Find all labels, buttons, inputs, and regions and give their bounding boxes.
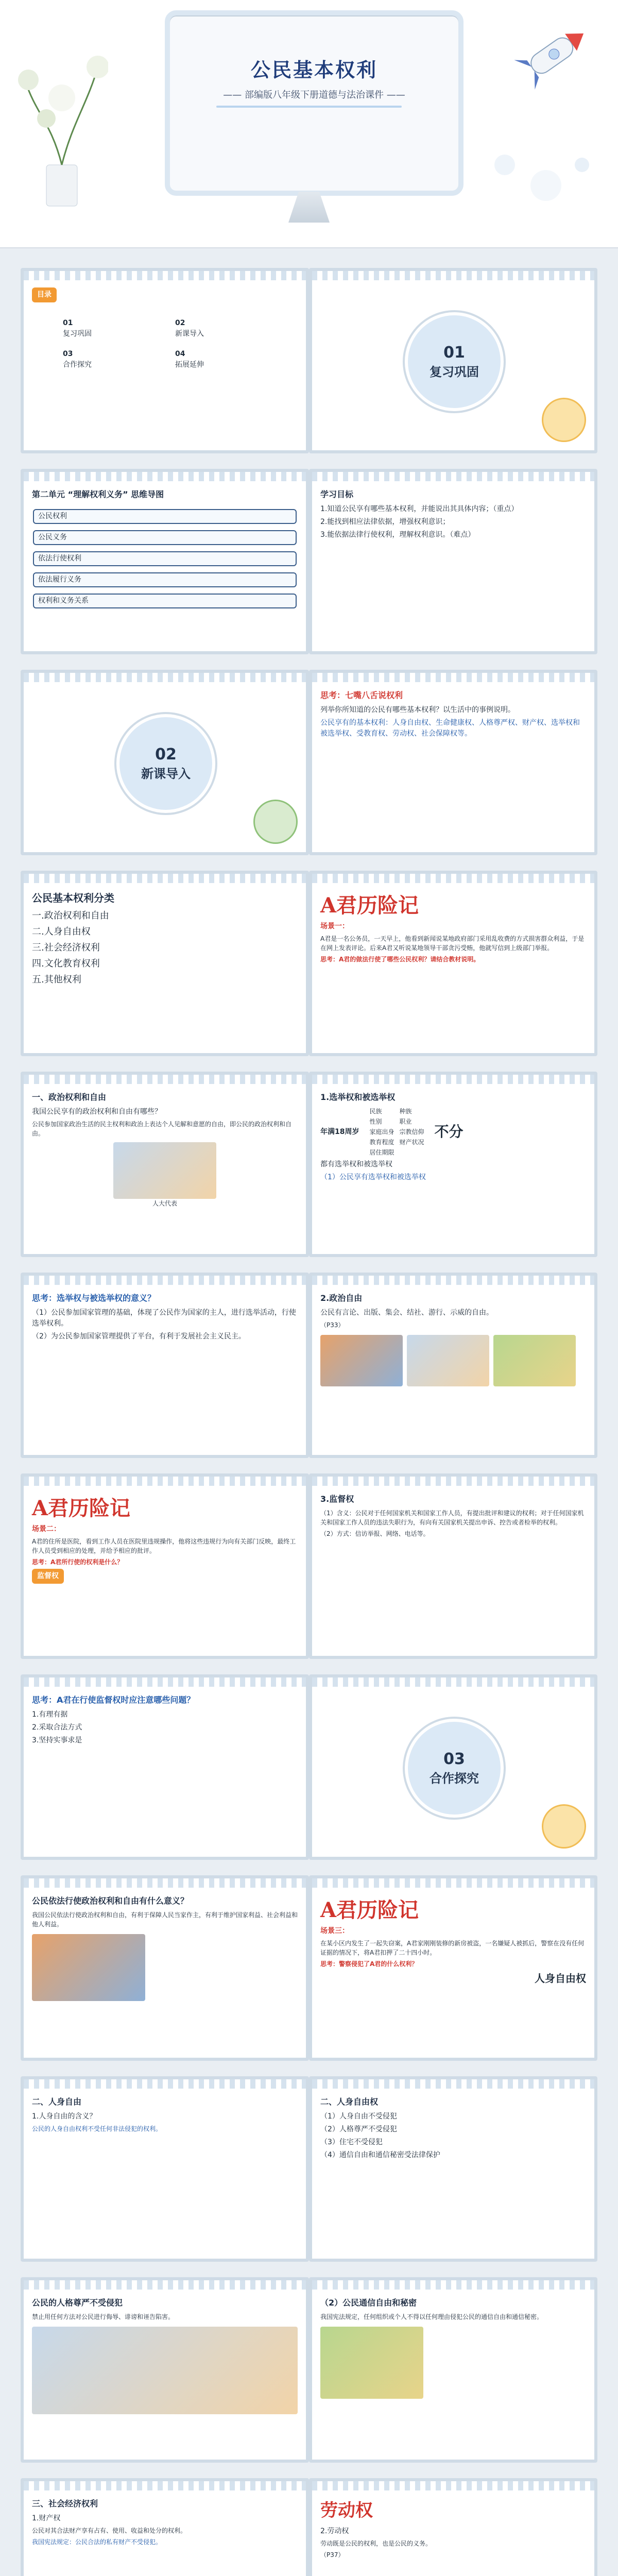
slide-stripe — [24, 2481, 306, 2490]
slide-stripe — [24, 1477, 306, 1486]
slide-think3 — [21, 1674, 309, 1860]
mindmap-title: 第二单元 “理解权利义务” 思维导图 — [32, 489, 164, 499]
toc-num: 01 — [63, 319, 73, 327]
social-line: 公民对其合法财产享有占有、使用、收益和处分的权利。 — [32, 2527, 187, 2534]
labor-line: （P37） — [320, 2551, 345, 2558]
slide-person — [21, 2076, 309, 2262]
slide-stripe — [24, 874, 306, 883]
slide-dignity — [21, 2277, 309, 2463]
political-title: 一、政治权利和自由 — [32, 1092, 107, 1102]
significance-line: 我国公民依法行使政治权利和自由，有利于保障人民当家作主，有利于维护国家利益、社会利益和他人利益。 — [32, 1911, 298, 1928]
plant-illustration — [15, 21, 108, 216]
category-item: 一.政治权利和自由 — [32, 910, 109, 921]
story-title: A君历险记 — [320, 1898, 419, 1922]
toc-badge: 目录 — [32, 287, 57, 302]
page-subtitle: —— 部编版八年级下册道德与法治课件 —— — [223, 90, 405, 100]
slide-stripe — [312, 1677, 594, 1687]
photo-protest — [493, 1335, 576, 1386]
think2-content — [32, 1292, 298, 1447]
dignity-line: 禁止用任何方法对公民进行侮辱、诽谤和诬告陷害。 — [32, 2313, 175, 2320]
rocket-icon — [505, 26, 603, 108]
political-line: 我国公民享有的政治权利和自由有哪些？ — [32, 1108, 162, 1116]
story-title: A君历险记 — [320, 893, 419, 918]
communication-title: （2）公民通信自由和秘密 — [320, 2298, 417, 2308]
factor: 民族 — [369, 1108, 382, 1115]
story-title: A君历险记 — [32, 1496, 131, 1520]
category-item: 三.社会经济权利 — [32, 942, 100, 953]
mailbox-photo — [320, 2327, 423, 2399]
social-line: 我国宪法规定：公民合法的私有财产不受侵犯。 — [32, 2538, 162, 2546]
slide-story2 — [21, 1473, 309, 1659]
toc-item-3[interactable] — [63, 349, 154, 370]
cartoon-plant-icon — [253, 800, 298, 844]
not-divided: 不分 — [434, 1123, 464, 1140]
factor: 种族 — [399, 1108, 412, 1115]
story1-content — [320, 890, 586, 1045]
person-content — [32, 2096, 298, 2250]
slide-review — [309, 268, 597, 453]
supervise-title: 3.监督权 — [320, 1494, 354, 1504]
photo-meeting — [407, 1335, 489, 1386]
mindmap-node: 权利和义务关系 — [33, 594, 297, 608]
mindmap-node: 公民权利 — [33, 509, 297, 524]
slide-stripe — [24, 1878, 306, 1888]
categories-content — [32, 890, 298, 1045]
slide-stripe — [24, 472, 306, 481]
image-caption: 人大代表 — [152, 1200, 177, 1207]
story-line: A君的住所是医院，看到工作人员在医院里违规操作，他将这些违规行为向有关部门反映，最终工作人员受到相应的处理，并给予相应的批评。 — [32, 1538, 296, 1554]
meeting-photo — [32, 1934, 145, 2001]
section-label: 合作探究 — [430, 1771, 479, 1786]
labor-line: 2.劳动权 — [320, 2527, 349, 2535]
person-list-item: （4）通信自由和通信秘密受法律保护 — [320, 2151, 440, 2159]
think2-title: 思考：选举权与被选举权的意义？ — [32, 1293, 156, 1303]
slide-stripe — [312, 2079, 594, 2089]
factor: 居住期限 — [369, 1149, 394, 1156]
slide-significance — [21, 1875, 309, 2061]
slide-story3 — [309, 1875, 597, 2061]
slide-person-content — [309, 2076, 597, 2262]
dignity-photo — [32, 2327, 298, 2414]
election-title: 1.选举权和被选举权 — [320, 1092, 396, 1102]
freedom-content — [320, 1292, 586, 1447]
slide-brainstorm — [309, 670, 597, 855]
factor: 教育程度 — [369, 1139, 394, 1146]
mindmap-node: 依法行使权利 — [33, 551, 297, 566]
think3-item: 1.有理有据 — [32, 1710, 68, 1719]
significance-content — [32, 1895, 298, 2049]
category-item: 二.人身自由权 — [32, 926, 91, 937]
story3-content — [320, 1895, 586, 2049]
freedom-title: 2.政治自由 — [320, 1293, 363, 1303]
think3-content — [32, 1694, 298, 1849]
slide-freedom — [309, 1273, 597, 1458]
supervise-content — [320, 1493, 586, 1648]
slide-stripe — [24, 271, 306, 280]
factor: 职业 — [399, 1118, 412, 1125]
monitor-stand — [288, 192, 330, 223]
slide-election — [309, 1072, 597, 1257]
significance-title: 公民依法行使政治权利和自由有什么意义？ — [32, 1896, 189, 1906]
section-badge — [116, 714, 215, 813]
think3-item: 3.坚持实事求是 — [32, 1736, 82, 1744]
slide-stripe — [24, 1276, 306, 1285]
mindmap-node: 依法履行义务 — [33, 572, 297, 587]
toc-num: 02 — [175, 319, 185, 327]
photo-rally — [320, 1335, 403, 1386]
slide-new-lesson — [21, 670, 309, 855]
decor-bubbles — [484, 144, 597, 222]
slide-stripe — [24, 1075, 306, 1084]
toc-item-2[interactable] — [175, 318, 267, 340]
toc-label: 拓展延伸 — [175, 361, 204, 369]
story-line: 思考：A君所行使的权利是什么？ — [32, 1558, 124, 1566]
communication-line: 我国宪法规定，任何组织或个人不得以任何理由侵犯公民的通信自由和通信秘密。 — [320, 2313, 543, 2320]
factor: 财产状况 — [399, 1139, 424, 1146]
think2-line: （2）为公民参加国家管理提供了平台，有利于发展社会主义民主。 — [32, 1332, 246, 1341]
category-item: 五.其他权利 — [32, 974, 81, 985]
slide-communication — [309, 2277, 597, 2463]
page-title: 公民基本权利 — [250, 58, 377, 81]
slide-story1 — [309, 871, 597, 1056]
story-answer: 人身自由权 — [535, 1972, 586, 1985]
story-line: A君是一名公务员，一天早上，他看到新闻说某地政府部门采用乱收费的方式损害群众利益，于是在网上发表评论。后来A君又听说某地领导干部贪污受贿，他就写信到上级部门举报。 — [320, 935, 585, 952]
story-subtitle: 场景二： — [32, 1525, 61, 1533]
age-label: 年满18周岁 — [320, 1127, 359, 1136]
person-list-item: （2）人格尊严不受侵犯 — [320, 2125, 397, 2133]
cartoon-sun-icon — [542, 1804, 586, 1849]
hero-top — [0, 0, 618, 248]
congress-image — [113, 1142, 216, 1199]
person-title: 二、人身自由 — [32, 2097, 82, 2107]
section-label: 复习巩固 — [430, 365, 479, 379]
political-content — [32, 1091, 298, 1246]
slide-social — [21, 2478, 309, 2576]
brainstorm-line: 列举你所知道的公民有哪些基本权利？以生活中的事例说明。 — [320, 706, 515, 714]
goal-line: 2.能找到相应法律依据，增强权利意识； — [320, 518, 450, 526]
brainstorm-line: 公民享有的基本权利：人身自由权、生命健康权、人格尊严权、财产权、选举权和被选举权、受教育权、劳动权、社会保障权等。 — [320, 719, 580, 738]
slide-stripe — [312, 1075, 594, 1084]
labor-content — [320, 2498, 586, 2576]
slide-stripe — [312, 2280, 594, 2290]
slide-political — [21, 1072, 309, 1257]
dignity-title: 公民的人格尊严不受侵犯 — [32, 2298, 123, 2308]
story-subtitle: 场景一： — [320, 922, 349, 930]
goal-line: 3.能依据法律行使权利，理解权利意识。（难点） — [320, 531, 475, 539]
toc-label: 复习巩固 — [63, 330, 92, 338]
person-list-item: （3）住宅不受侵犯 — [320, 2138, 383, 2146]
section-badge — [405, 1719, 504, 1818]
slide-stripe — [312, 472, 594, 481]
toc-label: 新课导入 — [175, 330, 204, 338]
freedom-line: （P33） — [320, 1321, 345, 1329]
section-num: 03 — [443, 1750, 465, 1768]
slide-toc — [21, 268, 309, 453]
slide-stripe — [24, 2280, 306, 2290]
cartoon-sun-icon — [542, 398, 586, 442]
supervise-line: （1）含义：公民对于任何国家机关和国家工作人员，有提出批评和建议的权利；对于任何国家机关和国家工作人员的违法失职行为，有向有关国家机关提出申诉、控告或者检举的权利。 — [320, 1510, 584, 1526]
story-line: 在某小区内发生了一起失窃案，A君家刚刚装修的新房被盗，一名嫌疑人被抓后，警察在没有任何证据的情况下，将A君扣押了二十四小时。 — [320, 1940, 585, 1956]
story-subtitle: 场景三： — [320, 1927, 349, 1935]
subtitle-bar — [216, 106, 402, 108]
person-line: 公民的人身自由权利不受任何非法侵犯的权利。 — [32, 2125, 162, 2132]
political-line: 公民参加国家政治生活的民主权利和政治上表达个人见解和意愿的自由，即公民的政治权利和自由。 — [32, 1121, 292, 1137]
goals-content — [320, 488, 586, 643]
toc-num: 03 — [63, 350, 73, 358]
story2-content — [32, 1493, 298, 1648]
slide-labor — [309, 2478, 597, 2576]
section-num: 01 — [443, 344, 465, 362]
toc-label: 合作探究 — [63, 361, 92, 369]
slide-think2 — [21, 1273, 309, 1458]
supervise-line: （2）方式：信访举报、网络、电话等。 — [320, 1530, 430, 1537]
dignity-content — [32, 2297, 298, 2451]
person-list-item: （1）人身自由不受侵犯 — [320, 2112, 397, 2121]
think3-item: 2.采取合法方式 — [32, 1723, 82, 1732]
slide-explore — [309, 1674, 597, 1860]
election-tail: 都有选举权和被选举权 — [320, 1160, 392, 1168]
slide-stripe — [312, 1477, 594, 1486]
goals-title: 学习目标 — [320, 489, 354, 499]
slide-categories — [21, 871, 309, 1056]
factor: 家庭出身 — [369, 1128, 394, 1136]
title-panel — [165, 10, 464, 196]
toc-num: 04 — [175, 350, 185, 358]
slide-goals — [309, 469, 597, 654]
person-list-title: 二、人身自由权 — [320, 2097, 379, 2107]
think3-title: 思考：A君在行使监督权时应注意哪些问题？ — [32, 1695, 195, 1705]
freedom-line: 公民有言论、出版、集会、结社、游行、示威的自由。 — [320, 1309, 493, 1317]
person-line: 1.人身自由的含义？ — [32, 2112, 97, 2121]
social-content — [32, 2498, 298, 2576]
slide-stripe — [312, 2481, 594, 2490]
social-title: 三、社会经济权利 — [32, 2499, 98, 2509]
section-label: 新课导入 — [141, 767, 191, 781]
slide-stripe — [312, 874, 594, 883]
slide-mindmap — [21, 469, 309, 654]
election-content — [320, 1091, 586, 1246]
story-line: 思考：A君的做法行使了哪些公民权利？请结合教材说明。 — [320, 956, 480, 963]
mindmap-node: 公民义务 — [33, 530, 297, 545]
communication-content — [320, 2297, 586, 2451]
goal-line: 1.知道公民享有哪些基本权利，并能说出其具体内容；（重点） — [320, 505, 519, 513]
slide-supervise — [309, 1473, 597, 1659]
slide-stripe — [312, 1276, 594, 1285]
slide-stripe — [312, 271, 594, 280]
categories-title: 公民基本权利分类 — [32, 892, 114, 904]
brainstorm-content — [320, 689, 586, 844]
slide-stripe — [312, 1878, 594, 1888]
story-badge: 监督权 — [32, 1569, 64, 1584]
mindmap-content — [32, 488, 298, 643]
story-line: 思考：警察侵犯了A君的什么权利？ — [320, 1960, 418, 1968]
social-line: 1.财产权 — [32, 2514, 61, 2522]
category-item: 四.文化教育权利 — [32, 958, 100, 969]
think2-line: （1）公民参加国家管理的基础，体现了公民作为国家的主人，进行选举活动，行使选举权利。 — [32, 1309, 296, 1328]
slide-stripe — [24, 673, 306, 682]
factor: 宗教信仰 — [399, 1128, 424, 1136]
brainstorm-title: 思考：七嘴八舌说权利 — [320, 690, 403, 700]
toc-content — [32, 287, 298, 442]
person-list — [320, 2096, 586, 2250]
labor-line: 劳动既是公民的权利，也是公民的义务。 — [320, 2540, 432, 2547]
toc-item-1[interactable] — [63, 318, 154, 340]
slide-stripe — [24, 2079, 306, 2089]
slide-stripe — [312, 673, 594, 682]
labor-title: 劳动权 — [320, 2500, 373, 2521]
election-note: （1）公民享有选举权和被选举权 — [320, 1173, 426, 1181]
slide-stripe — [24, 1677, 306, 1687]
toc-item-4[interactable] — [175, 349, 267, 370]
section-badge — [405, 312, 504, 411]
section-num: 02 — [155, 745, 177, 764]
factor: 性别 — [369, 1118, 382, 1125]
